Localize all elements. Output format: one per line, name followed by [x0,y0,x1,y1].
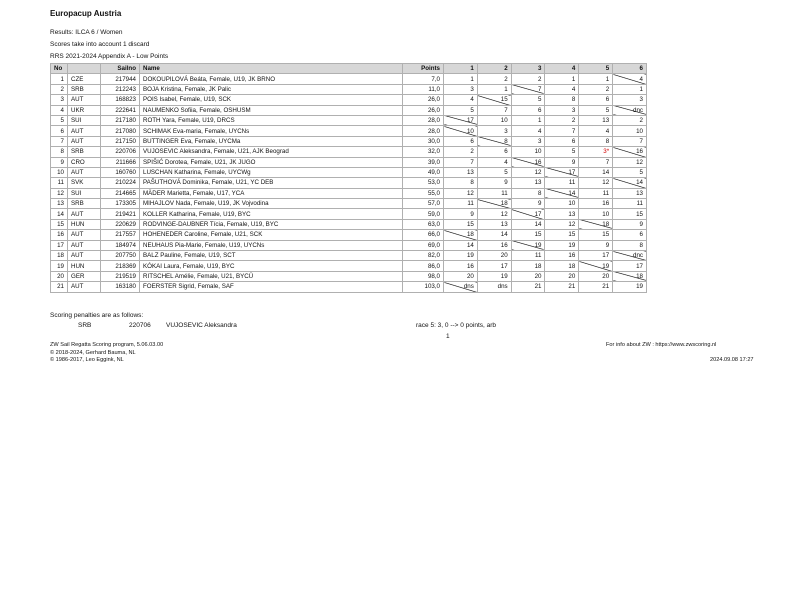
sailno-cell: 211666 [101,157,140,167]
sailno-cell: 160760 [101,167,140,177]
race-score-cell: 12 [511,167,545,177]
race-score-discarded: 10 [444,126,478,136]
table-row [51,251,647,261]
footer-copyright-2: © 1986-2017, Leo Eggink, NL [50,357,124,363]
sailno-cell: 217180 [101,115,140,125]
col-race-6: 6 [613,64,647,74]
table-row [51,147,647,157]
nation-cell: AUT [68,282,101,292]
race-score-cell: 2 [477,74,511,84]
nation-cell: AUT [68,167,101,177]
name-cell: HOHENEDER Caroline, Female, U21, SCK [140,230,403,240]
race-score-cell: 9 [511,199,545,209]
sailno-cell: 214665 [101,188,140,198]
rank-cell: 11 [51,178,68,188]
race-score-cell: 14 [444,240,478,250]
points-cell: 59,0 [403,209,444,219]
race-score-cell: 17 [579,251,613,261]
points-cell: 98,0 [403,271,444,281]
race-score-cell: 13 [444,167,478,177]
race-score-cell: 13 [579,115,613,125]
table-row [51,136,647,146]
table-row [51,230,647,240]
race-score-discarded: 19 [511,240,545,250]
race-score-cell: 7 [579,157,613,167]
col-race-2: 2 [477,64,511,74]
table-row [51,240,647,250]
race-score-cell: 15 [579,230,613,240]
race-score-cell: 16 [579,199,613,209]
race-score-cell: 10 [545,199,579,209]
table-row [51,261,647,271]
race-score-discarded: 17 [444,115,478,125]
col-race-1: 1 [444,64,478,74]
name-cell: BOJA Kristina, Female, JK Palic [140,84,403,94]
race-score-cell: 1 [511,115,545,125]
rank-cell: 8 [51,147,68,157]
name-cell: RODVINGE-DAUBNER Tícia, Female, U19, BYC [140,219,403,229]
nation-cell: HUN [68,261,101,271]
points-cell: 39,0 [403,157,444,167]
race-score-discarded: 18 [444,230,478,240]
race-score-cell: 10 [579,209,613,219]
nation-cell: UKR [68,105,101,115]
race-score-cell: 17 [613,261,647,271]
race-score-cell: 10 [613,126,647,136]
race-score-cell: 3 [444,84,478,94]
name-cell: LUSCHAN Katharina, Female, UYCWg [140,167,403,177]
race-score-cell: 7 [545,126,579,136]
race-score-cell: 10 [511,147,545,157]
race-score-cell: 8 [444,178,478,188]
rank-cell: 13 [51,199,68,209]
sailno-cell: 217944 [101,74,140,84]
points-cell: 82,0 [403,251,444,261]
nation-cell: AUT [68,240,101,250]
col-race-3: 3 [511,64,545,74]
race-score-cell: 19 [477,271,511,281]
race-score-cell: 12 [477,209,511,219]
points-cell: 103,0 [403,282,444,292]
nation-cell: AUT [68,251,101,261]
race-score-discarded: 7 [511,84,545,94]
race-score-cell: 4 [545,84,579,94]
race-score-cell: 16 [444,261,478,271]
race-score-cell: 9 [444,209,478,219]
sailno-cell: 163180 [101,282,140,292]
penalty-note: race 5: 3, 0 --> 0 points, arb [416,322,497,329]
race-score-cell: 15 [511,230,545,240]
race-score-discarded: 18 [477,199,511,209]
race-score-cell: 3 [511,136,545,146]
race-score-cell: 16 [477,240,511,250]
race-score-cell: 4 [444,95,478,105]
rank-cell: 7 [51,136,68,146]
nation-cell: AUT [68,126,101,136]
race-score-discarded: 16 [511,157,545,167]
rank-cell: 2 [51,84,68,94]
table-row [51,188,647,198]
race-score-cell: 9 [545,157,579,167]
race-score-cell: 7 [613,136,647,146]
name-cell: MIHAJLOV Nada, Female, U19, JK Vojvodina [140,199,403,209]
race-score-cell: 9 [477,178,511,188]
race-score-cell: 21 [579,282,613,292]
race-score-cell: 3* [579,147,613,157]
name-cell: NAUMENKO Sofiia, Female, OSHUSM [140,105,403,115]
race-score-cell: 1 [613,84,647,94]
race-score-discarded: 18 [579,219,613,229]
race-score-cell: 3 [613,95,647,105]
table-row [51,95,647,105]
race-score-cell: 2 [613,115,647,125]
points-cell: 86,0 [403,261,444,271]
footer-info-link[interactable]: For info about ZW : https://www.zwscoring.nl [606,342,717,348]
race-score-cell: 14 [579,167,613,177]
points-cell: 30,0 [403,136,444,146]
race-score-cell: 20 [579,271,613,281]
name-cell: SCHIMAK Eva-maria, Female, UYCNs [140,126,403,136]
rank-cell: 10 [51,167,68,177]
race-score-cell: 2 [545,115,579,125]
name-cell: VUJOSEVIC Aleksandra, Female, U21, AJK Beograd [140,147,403,157]
race-score-cell: 9 [613,219,647,229]
race-score-cell: 5 [545,147,579,157]
col-points: Points [403,64,444,74]
points-cell: 11,0 [403,84,444,94]
name-cell: MÄDER Marietta, Female, U17, YCA [140,188,403,198]
table-row [51,167,647,177]
results-class: Results: ILCA 6 / Women [50,29,123,36]
points-cell: 55,0 [403,188,444,198]
race-score-cell: 2 [511,74,545,84]
race-score-cell: 13 [545,209,579,219]
race-score-cell: 18 [545,261,579,271]
race-score-cell: 1 [545,74,579,84]
rank-cell: 16 [51,230,68,240]
nation-cell: AUT [68,95,101,105]
race-score-cell: 15 [613,209,647,219]
table-row [51,105,647,115]
penalties-title: Scoring penalties are as follows: [50,312,144,319]
name-cell: DOKOUPILOVÁ Beáta, Female, U19, JK BRNO [140,74,403,84]
table-row [51,199,647,209]
race-score-cell: 12 [444,188,478,198]
table-row [51,84,647,94]
race-score-cell: 7 [444,157,478,167]
footer-timestamp: 2024.09.08 17:27 [710,357,754,363]
col-sailno: Sailno [101,64,140,74]
points-cell: 7,0 [403,74,444,84]
race-score-cell: 17 [477,261,511,271]
nation-cell: CZE [68,74,101,84]
sailno-cell: 207750 [101,251,140,261]
race-score-cell: 8 [613,240,647,250]
race-score-discarded: dnc [613,251,647,261]
name-cell: KOLLER Katharina, Female, U19, BYC [140,209,403,219]
name-cell: RITSCHEL Amélie, Female, U21, BYCÜ [140,271,403,281]
sailno-cell: 217080 [101,126,140,136]
nation-cell: AUT [68,230,101,240]
name-cell: ROTH Yara, Female, U19, DRCS [140,115,403,125]
table-row [51,219,647,229]
race-score-cell: 6 [477,147,511,157]
table-row [51,157,647,167]
race-score-cell: 4 [579,126,613,136]
rank-cell: 5 [51,115,68,125]
points-cell: 49,0 [403,167,444,177]
race-score-cell: 6 [545,136,579,146]
document-title: Europacup Austria [50,9,122,18]
table-header-row [51,64,647,74]
points-cell: 28,0 [403,126,444,136]
race-score-cell: 7 [477,105,511,115]
rank-cell: 3 [51,95,68,105]
race-score-cell: 19 [545,240,579,250]
race-score-cell: 20 [511,271,545,281]
results-table [50,63,647,293]
rank-cell: 14 [51,209,68,219]
page-number: 1 [446,333,450,340]
race-score-cell: 6 [579,95,613,105]
nation-cell: SRB [68,84,101,94]
nation-cell: AUT [68,209,101,219]
sailno-cell: 219421 [101,209,140,219]
col-name: Name [140,64,403,74]
sailno-cell: 212243 [101,84,140,94]
race-score-cell: 6 [613,230,647,240]
race-score-cell: 20 [444,271,478,281]
race-score-cell: 8 [511,188,545,198]
sailno-cell: 218369 [101,261,140,271]
race-score-cell: 11 [545,178,579,188]
penalty-nat: SRB [78,322,92,329]
sailno-cell: 220706 [101,147,140,157]
table-row [51,126,647,136]
race-score-discarded: 17 [545,167,579,177]
rank-cell: 4 [51,105,68,115]
footer-program: ZW Sail Regatta Scoring program, 5.06.03.00 [50,342,164,348]
race-score-cell: 15 [545,230,579,240]
race-score-cell: 19 [613,282,647,292]
col-race-4: 4 [545,64,579,74]
points-cell: 69,0 [403,240,444,250]
points-cell: 53,0 [403,178,444,188]
race-score-cell: 6 [444,136,478,146]
race-score-cell: 4 [511,126,545,136]
race-score-cell: 8 [545,95,579,105]
name-cell: BUTTINGER Eva, Female, UYCMa [140,136,403,146]
race-score-cell: 3 [545,105,579,115]
nation-cell: CRO [68,157,101,167]
race-score-discarded: dnc [613,105,647,115]
race-score-cell: 10 [477,115,511,125]
points-cell: 57,0 [403,199,444,209]
rrs-rule: RRS 2021-2024 Appendix A - Low Points [50,53,169,60]
race-score-cell: 12 [579,178,613,188]
race-score-cell: 12 [545,219,579,229]
nation-cell: SUI [68,188,101,198]
race-score-cell: 5 [579,105,613,115]
race-score-cell: 11 [579,188,613,198]
rank-cell: 21 [51,282,68,292]
race-score-discarded: 14 [545,188,579,198]
points-cell: 66,0 [403,230,444,240]
race-score-discarded: 16 [613,147,647,157]
race-score-cell: 1 [477,84,511,94]
col-nat [68,64,101,74]
nation-cell: SRB [68,147,101,157]
points-cell: 28,0 [403,115,444,125]
race-score-cell: 21 [545,282,579,292]
race-score-discarded: 15 [477,95,511,105]
race-score-cell: 18 [511,261,545,271]
points-cell: 26,0 [403,95,444,105]
race-score-cell: 5 [477,167,511,177]
rank-cell: 18 [51,251,68,261]
points-cell: 26,0 [403,105,444,115]
sailno-cell: 220629 [101,219,140,229]
race-score-cell: 2 [579,84,613,94]
race-score-cell: 20 [477,251,511,261]
table-row [51,74,647,84]
race-score-cell: 14 [511,219,545,229]
race-score-cell: 13 [511,178,545,188]
sailno-cell: 168823 [101,95,140,105]
sailno-cell: 217150 [101,136,140,146]
sailno-cell: 184974 [101,240,140,250]
scores-note: Scores take into account 1 discard [50,41,150,48]
race-score-cell: 13 [477,219,511,229]
table-row [51,271,647,281]
race-score-discarded: dns [444,282,478,292]
race-score-discarded: 8 [477,136,511,146]
sailno-cell: 217557 [101,230,140,240]
race-score-cell: 4 [477,157,511,167]
race-score-cell: 9 [579,240,613,250]
name-cell: POIS Isabel, Female, U19, SCK [140,95,403,105]
race-score-cell: dns [477,282,511,292]
rank-cell: 12 [51,188,68,198]
results-body [51,74,647,292]
nation-cell: SUI [68,115,101,125]
race-score-cell: 5 [613,167,647,177]
race-score-cell: 3 [477,126,511,136]
footer-copyright-1: © 2018-2024, Gerhard Bauma, NL [50,350,136,356]
nation-cell: SRB [68,199,101,209]
penalty-name: VUJOSEVIC Aleksandra [166,322,237,329]
nation-cell: HUN [68,219,101,229]
race-score-cell: 11 [613,199,647,209]
sailno-cell: 222641 [101,105,140,115]
race-score-cell: 21 [511,282,545,292]
race-score-cell: 11 [511,251,545,261]
race-score-cell: 16 [545,251,579,261]
race-score-cell: 11 [444,199,478,209]
race-score-discarded: 19 [579,261,613,271]
col-no: No [51,64,68,74]
race-score-cell: 11 [477,188,511,198]
race-score-discarded: 14 [613,178,647,188]
sailno-cell: 173305 [101,199,140,209]
race-score-cell: 12 [613,157,647,167]
race-score-discarded: 17 [511,209,545,219]
race-score-cell: 13 [613,188,647,198]
table-row [51,282,647,292]
sailno-cell: 219519 [101,271,140,281]
race-score-cell: 15 [444,219,478,229]
race-score-discarded: 18 [613,271,647,281]
rank-cell: 15 [51,219,68,229]
nation-cell: SVK [68,178,101,188]
nation-cell: AUT [68,136,101,146]
rank-cell: 9 [51,157,68,167]
points-cell: 32,0 [403,147,444,157]
name-cell: SPIŠIĆ Dorotea, Female, U21, JK JUGO [140,157,403,167]
race-score-cell: 19 [444,251,478,261]
race-score-cell: 20 [545,271,579,281]
table-row [51,209,647,219]
nation-cell: GER [68,271,101,281]
race-score-cell: 5 [444,105,478,115]
race-score-cell: 1 [579,74,613,84]
penalty-sailno: 220706 [129,322,151,329]
race-score-cell: 14 [477,230,511,240]
race-score-discarded: 4 [613,74,647,84]
name-cell: PAŠUTHOVÁ Dominika, Female, U21, YC DEB [140,178,403,188]
race-score-cell: 8 [579,136,613,146]
sailno-cell: 210224 [101,178,140,188]
name-cell: KÓKAI Laura, Female, U19, BYC [140,261,403,271]
table-row [51,115,647,125]
race-score-cell: 6 [511,105,545,115]
name-cell: FOERSTER Sigrid, Female, SAF [140,282,403,292]
table-row [51,178,647,188]
points-cell: 63,0 [403,219,444,229]
rank-cell: 19 [51,261,68,271]
rank-cell: 6 [51,126,68,136]
name-cell: BALZ Pauline, Female, U19, SCT [140,251,403,261]
rank-cell: 1 [51,74,68,84]
race-score-cell: 1 [444,74,478,84]
col-race-5: 5 [579,64,613,74]
name-cell: NEUHAUS Pia-Marie, Female, U19, UYCNs [140,240,403,250]
rank-cell: 17 [51,240,68,250]
rank-cell: 20 [51,271,68,281]
race-score-cell: 5 [511,95,545,105]
race-score-cell: 2 [444,147,478,157]
